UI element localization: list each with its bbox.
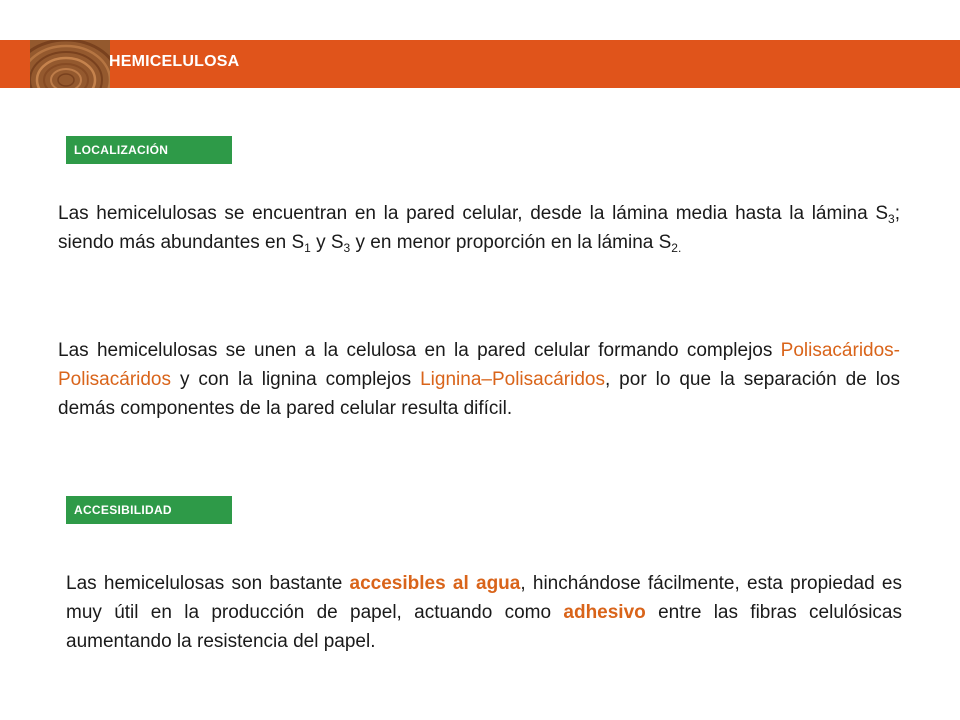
section-tag-accesibilidad: ACCESIBILIDAD bbox=[66, 496, 232, 524]
wood-rings-icon bbox=[30, 40, 110, 88]
paragraph-localizacion bbox=[58, 199, 900, 257]
page-title: HEMICELULOSA bbox=[109, 53, 240, 70]
text-segment: y con la lignina complejos bbox=[171, 369, 421, 390]
subscript: 3 bbox=[888, 212, 895, 226]
text-segment: Las hemicelulosas son bastante bbox=[66, 573, 350, 594]
highlight-accesibles-al-agua: accesibles al agua bbox=[349, 573, 521, 594]
text-segment: Las hemicelulosas se encuentran en la pared celular, desde la lámina media hasta la lámina S bbox=[58, 203, 889, 224]
subscript: 2. bbox=[671, 241, 682, 255]
text-segment: y S bbox=[310, 232, 344, 253]
subscript: 1 bbox=[304, 241, 311, 255]
text-segment: , por lo que la separación de los demás componentes de la pared celular resulta difícil. bbox=[58, 369, 900, 419]
paragraph-accesibilidad bbox=[66, 569, 902, 656]
text-segment: entre las fibras celulósicas aumentando la resistencia del papel. bbox=[66, 602, 902, 652]
subscript: 3 bbox=[343, 241, 351, 255]
highlight-lignina-polisacaridos: Lignina–Polisacáridos bbox=[420, 369, 605, 390]
text-segment: , hinchándose fácilmente, esta propiedad es muy útil en la producción de papel, actuando como bbox=[66, 573, 902, 623]
text-segment: y en menor proporción en la lámina S bbox=[350, 232, 672, 253]
text-segment: ; siendo más abundantes en S bbox=[58, 203, 900, 253]
highlight-adhesivo: adhesivo bbox=[563, 602, 646, 623]
paragraph-complejos bbox=[58, 336, 900, 423]
section-tag-localizacion: LOCALIZACIÓN bbox=[66, 136, 232, 164]
highlight-polisacaridos: Polisacáridos-Polisacáridos bbox=[58, 340, 900, 390]
header-bar bbox=[0, 40, 960, 88]
text-segment: Las hemicelulosas se unen a la celulosa en la pared celular formando complejos bbox=[58, 340, 781, 361]
